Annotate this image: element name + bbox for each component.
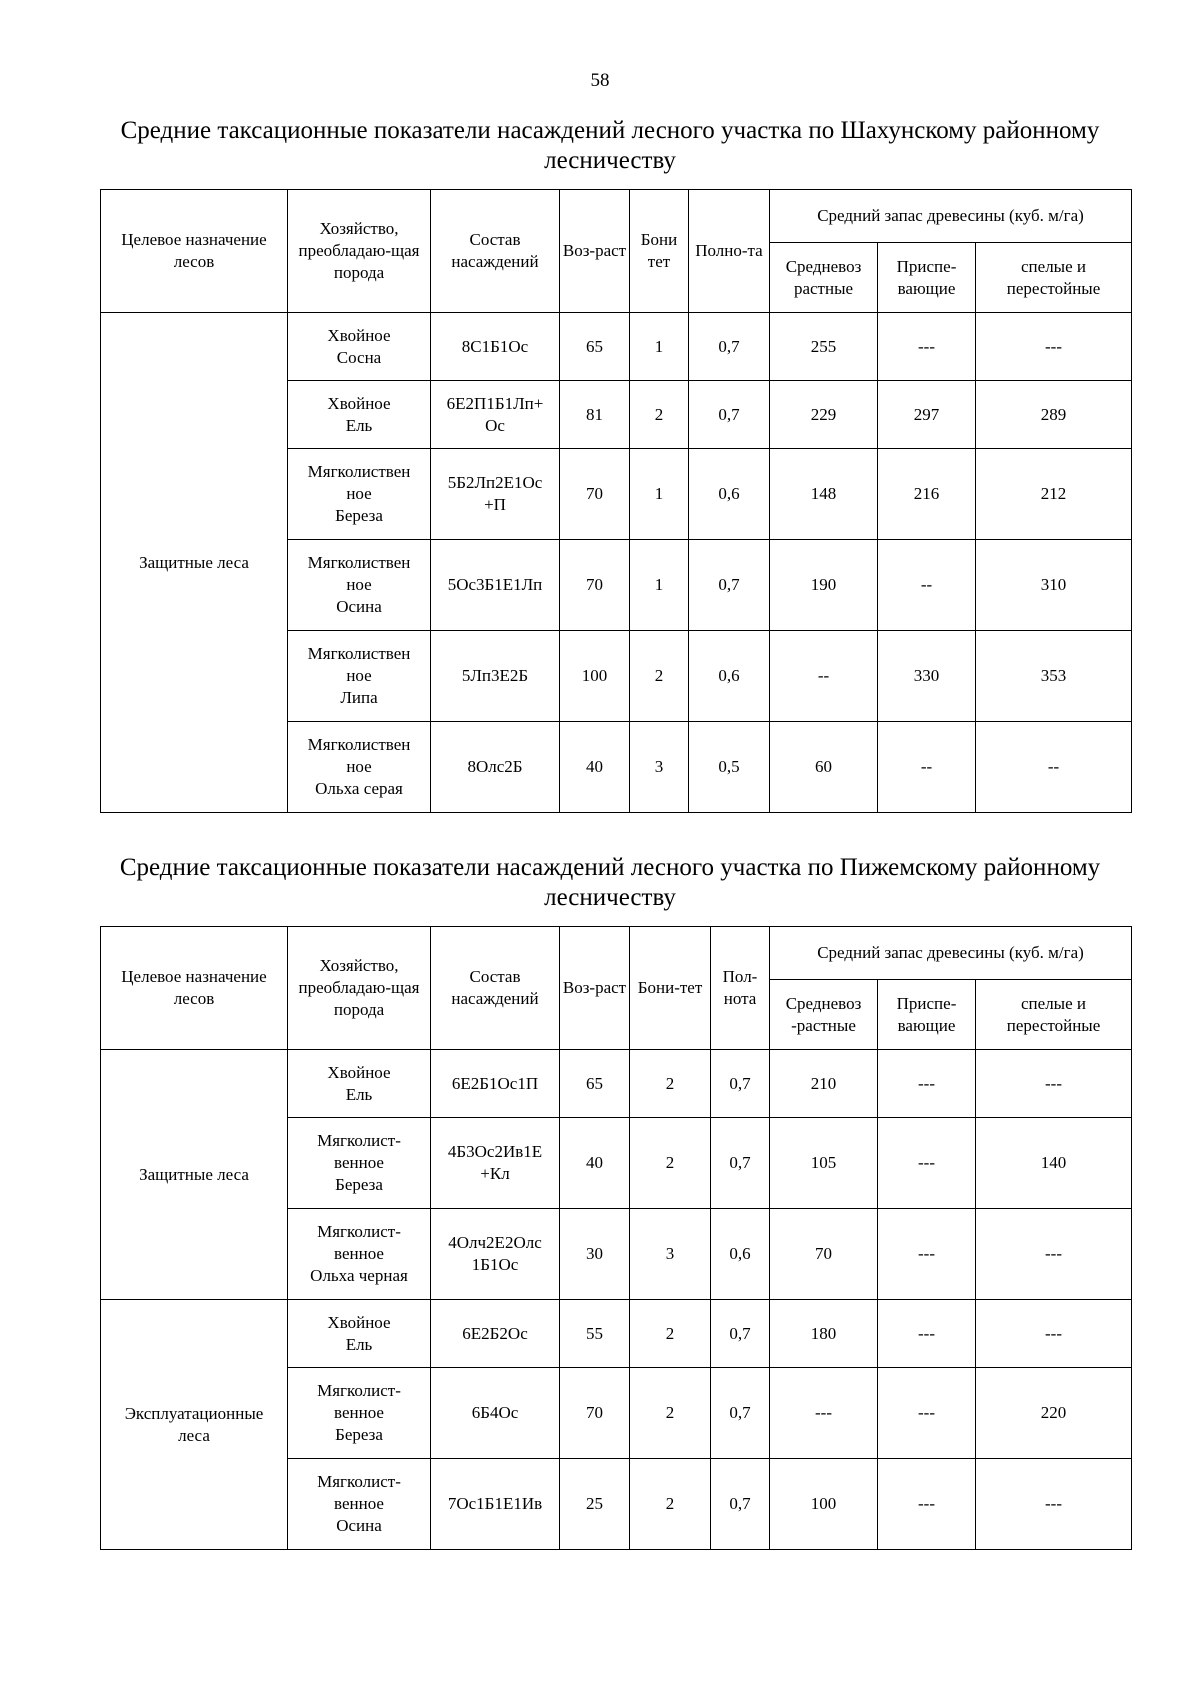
cell-age: 70 [560,449,630,540]
cell-density: 0,6 [689,449,770,540]
cell-bonitet: 2 [630,1368,711,1459]
header-stock-mature: спелые и перестойные [976,243,1132,313]
cell-age: 100 [560,631,630,722]
cell-mature: --- [976,1300,1132,1368]
cell-density: 0,7 [711,1368,770,1459]
table-row [101,1300,1132,1368]
cell-ripening: --- [878,1209,976,1300]
cell-species: Мягколиствен ное Ольха серая [288,722,431,813]
header-stock-ripening: Приспе-вающие [878,243,976,313]
cell-ripening: --- [878,313,976,381]
cell-ripening: 330 [878,631,976,722]
cell-bonitet: 1 [630,449,689,540]
cell-species: Мягколиствен ное Осина [288,540,431,631]
cell-density: 0,7 [689,381,770,449]
table-row [101,1050,1132,1118]
header-stock-mature: спелые и перестойные [976,980,1132,1050]
cell-age: 70 [560,540,630,631]
cell-mature: -- [976,722,1132,813]
cell-age: 81 [560,381,630,449]
cell-bonitet: 2 [630,1050,711,1118]
cell-ripening: 297 [878,381,976,449]
cell-mid: 100 [770,1459,878,1550]
cell-ripening: --- [878,1118,976,1209]
cell-composition: 5Б2Лп2Е1Ос +П [431,449,560,540]
cell-ripening: 216 [878,449,976,540]
cell-mature: 140 [976,1118,1132,1209]
header-stock-mid: Средневоз растные [770,243,878,313]
cell-composition: 6Е2Б1Ос1П [431,1050,560,1118]
cell-mid: 210 [770,1050,878,1118]
cell-composition: 7Ос1Б1Е1Ив [431,1459,560,1550]
cell-bonitet: 2 [630,1459,711,1550]
header-purpose: Целевое назначение лесов [101,190,288,313]
cell-bonitet: 2 [630,1118,711,1209]
cell-density: 0,5 [689,722,770,813]
page-number: 58 [590,70,610,91]
cell-density: 0,7 [711,1050,770,1118]
cell-ripening: --- [878,1459,976,1550]
cell-mid: 60 [770,722,878,813]
cell-age: 55 [560,1300,630,1368]
cell-mature: 289 [976,381,1132,449]
header-species: Хозяйство, преобладаю-щая порода [288,927,431,1050]
cell-species: Мягколиствен ное Липа [288,631,431,722]
header-bonitet: Бони-тет [630,927,711,1050]
cell-species: Хвойное Ель [288,381,431,449]
cell-bonitet: 3 [630,722,689,813]
cell-composition: 4Б3Ос2Ив1Е +Кл [431,1118,560,1209]
cell-composition: 8Олс2Б [431,722,560,813]
cell-age: 65 [560,313,630,381]
cell-species: Мягколиствен ное Береза [288,449,431,540]
cell-ripening: -- [878,722,976,813]
cell-density: 0,6 [711,1209,770,1300]
table-2-caption: Средние таксационные показатели насаждений лесного участка по Пижемскому районному лесничеству [119,854,1101,911]
cell-mid: -- [770,631,878,722]
header-stock-mid: Средневоз -растные [770,980,878,1050]
header-composition: Состав насаждений [431,927,560,1050]
header-stock-group: Средний запас древесины (куб. м/га) [770,190,1132,243]
cell-mid: 180 [770,1300,878,1368]
cell-age: 65 [560,1050,630,1118]
cell-density: 0,7 [711,1459,770,1550]
header-composition: Состав насаждений [431,190,560,313]
cell-composition: 4Олч2Е2Олс 1Б1Ос [431,1209,560,1300]
table-1-caption: Средние таксационные показатели насаждений лесного участка по Шахунскому районному лесничеству [120,117,1100,174]
cell-age: 30 [560,1209,630,1300]
header-density: Пол-нота [711,927,770,1050]
header-purpose: Целевое назначение лесов [101,927,288,1050]
cell-mid: 190 [770,540,878,631]
header-bonitet: Бони тет [630,190,689,313]
cell-composition: 6Е2П1Б1Лп+ Ос [431,381,560,449]
cell-composition: 5Ос3Б1Е1Лп [431,540,560,631]
header-stock-group: Средний запас древесины (куб. м/га) [770,927,1132,980]
table-2 [100,926,1132,1550]
cell-mature: --- [976,1050,1132,1118]
cell-composition: 8С1Б1Ос [431,313,560,381]
table-1 [100,189,1132,813]
cell-species: Хвойное Ель [288,1300,431,1368]
cell-mid: 105 [770,1118,878,1209]
header-age: Воз-раст [560,190,630,313]
cell-species: Хвойное Сосна [288,313,431,381]
cell-density: 0,6 [689,631,770,722]
cell-ripening: --- [878,1368,976,1459]
header-stock-ripening: Приспе-вающие [878,980,976,1050]
cell-bonitet: 1 [630,313,689,381]
cell-ripening: --- [878,1300,976,1368]
cell-density: 0,7 [689,313,770,381]
cell-composition: 5Лп3Е2Б [431,631,560,722]
cell-species: Мягколист- венное Береза [288,1118,431,1209]
cell-bonitet: 1 [630,540,689,631]
cell-mature: 212 [976,449,1132,540]
cell-bonitet: 2 [630,631,689,722]
cell-ripening: -- [878,540,976,631]
cell-age: 40 [560,722,630,813]
cell-bonitet: 2 [630,381,689,449]
cell-mature: 353 [976,631,1132,722]
cell-density: 0,7 [689,540,770,631]
cell-age: 25 [560,1459,630,1550]
cell-purpose: Эксплуатационные леса [101,1300,288,1550]
table-row [101,313,1132,381]
cell-purpose: Защитные леса [101,313,288,813]
cell-species: Мягколист- венное Береза [288,1368,431,1459]
cell-species: Хвойное Ель [288,1050,431,1118]
cell-mid: 148 [770,449,878,540]
header-density: Полно-та [689,190,770,313]
header-species: Хозяйство, преобладаю-щая порода [288,190,431,313]
cell-bonitet: 3 [630,1209,711,1300]
cell-composition: 6Б4Ос [431,1368,560,1459]
header-age: Воз-раст [560,927,630,1050]
cell-age: 40 [560,1118,630,1209]
cell-mature: --- [976,313,1132,381]
cell-species: Мягколист- венное Осина [288,1459,431,1550]
cell-species: Мягколист- венное Ольха черная [288,1209,431,1300]
cell-composition: 6Е2Б2Ос [431,1300,560,1368]
cell-mid: --- [770,1368,878,1459]
cell-mature: --- [976,1459,1132,1550]
cell-mature: --- [976,1209,1132,1300]
cell-mid: 70 [770,1209,878,1300]
cell-mature: 220 [976,1368,1132,1459]
cell-ripening: --- [878,1050,976,1118]
cell-density: 0,7 [711,1300,770,1368]
cell-mature: 310 [976,540,1132,631]
cell-mid: 229 [770,381,878,449]
cell-age: 70 [560,1368,630,1459]
cell-bonitet: 2 [630,1300,711,1368]
cell-mid: 255 [770,313,878,381]
cell-purpose: Защитные леса [101,1050,288,1300]
cell-density: 0,7 [711,1118,770,1209]
